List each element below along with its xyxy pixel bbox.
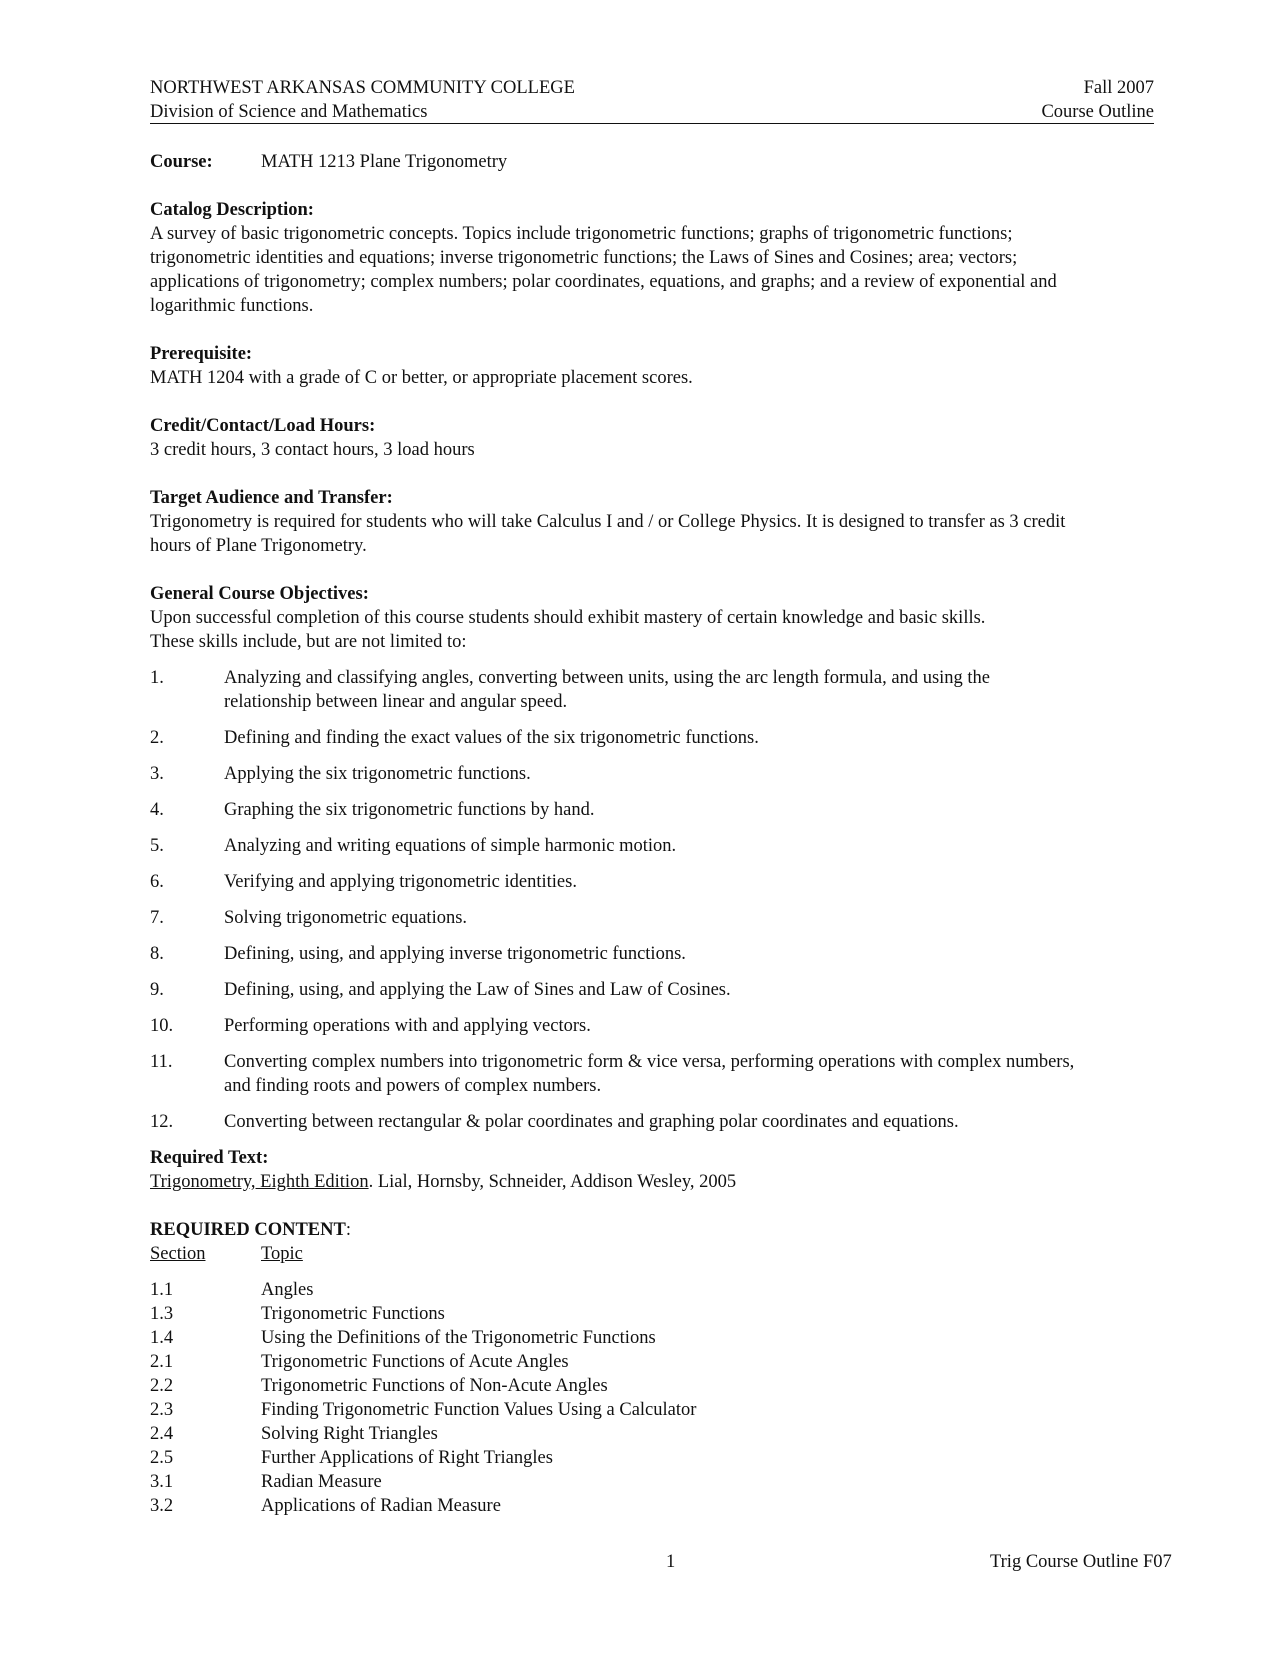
objective-text: relationship between linear and angular speed.	[224, 692, 568, 712]
objective-text: Performing operations with and applying vectors.	[224, 1016, 591, 1036]
topic: Radian Measure	[261, 1472, 382, 1492]
objective-text: and finding roots and powers of complex numbers.	[224, 1076, 602, 1096]
objective-text: Analyzing and writing equations of simple harmonic motion.	[224, 836, 677, 856]
objective-text: Applying the six trigonometric functions.	[224, 764, 531, 784]
catalog-section	[150, 198, 1190, 318]
topic: Further Applications of Right Triangles	[261, 1448, 553, 1468]
objectives-section	[150, 582, 1190, 654]
document-header-line-2	[150, 100, 1154, 124]
content-table-header	[150, 1242, 303, 1266]
section-number: 2.1	[150, 1352, 174, 1372]
section-number: 1.4	[150, 1328, 174, 1348]
audience-heading: Target Audience and Transfer:	[150, 488, 393, 508]
section-number: 2.3	[150, 1400, 174, 1420]
required-text-section	[150, 1146, 1190, 1194]
objective-number: 9.	[150, 980, 164, 1000]
prerequisite-section	[150, 342, 1190, 390]
objectives-intro-line: Upon successful completion of this course students should exhibit mastery of certain knowledge and basic skills.	[150, 608, 986, 628]
objective-text: Defining, using, and applying the Law of Sines and Law of Cosines.	[224, 980, 731, 1000]
objective-text: Graphing the six trigonometric functions by hand.	[224, 800, 595, 820]
section-number: 1.1	[150, 1280, 174, 1300]
division-name: Division of Science and Mathematics	[150, 102, 428, 122]
prerequisite-text: MATH 1204 with a grade of C or better, or appropriate placement scores.	[150, 368, 693, 388]
content-row	[150, 1350, 569, 1374]
prerequisite-heading: Prerequisite:	[150, 344, 253, 364]
section-number: 2.2	[150, 1376, 174, 1396]
course-row	[150, 150, 1190, 174]
objective-text: Defining, using, and applying inverse trigonometric functions.	[224, 944, 686, 964]
objective-number: 3.	[150, 764, 164, 784]
required-content-heading-row	[150, 1218, 1190, 1242]
document-header-line-1	[150, 76, 1154, 100]
catalog-line: logarithmic functions.	[150, 296, 314, 316]
objective-item	[150, 666, 1190, 714]
catalog-line: A survey of basic trigonometric concepts. Topics include trigonometric functions; graphs of trigonometric functions;	[150, 224, 1013, 244]
topic: Trigonometric Functions of Non-Acute Angles	[261, 1376, 608, 1396]
objectives-heading: General Course Objectives:	[150, 584, 369, 604]
section-number: 1.3	[150, 1304, 174, 1324]
topic: Finding Trigonometric Function Values Using a Calculator	[261, 1400, 697, 1420]
content-row	[150, 1302, 445, 1326]
college-name: NORTHWEST ARKANSAS COMMUNITY COLLEGE	[150, 78, 575, 98]
objective-item	[150, 942, 1190, 966]
topic: Applications of Radian Measure	[261, 1496, 501, 1516]
objective-text: Converting between rectangular & polar coordinates and graphing polar coordinates and equations.	[224, 1112, 959, 1132]
objectives-intro-line: These skills include, but are not limited to:	[150, 632, 467, 652]
objective-text: Analyzing and classifying angles, converting between units, using the arc length formula, and using the	[224, 668, 991, 688]
audience-line: Trigonometry is required for students who will take Calculus I and / or College Physics. It is designed to transfer as 3 credit	[150, 512, 1066, 532]
section-number: 2.5	[150, 1448, 174, 1468]
audience-section	[150, 486, 1190, 558]
objective-text: Verifying and applying trigonometric identities.	[224, 872, 577, 892]
content-row	[150, 1494, 501, 1518]
objective-item	[150, 870, 1190, 894]
catalog-heading: Catalog Description:	[150, 200, 314, 220]
column-header-topic: Topic	[261, 1244, 303, 1264]
objective-item	[150, 1050, 1190, 1098]
objective-text: Solving trigonometric equations.	[224, 908, 468, 928]
topic: Angles	[261, 1280, 314, 1300]
objective-item	[150, 906, 1190, 930]
objective-item	[150, 1014, 1190, 1038]
objective-number: 5.	[150, 836, 164, 856]
topic: Using the Definitions of the Trigonometric Functions	[261, 1328, 656, 1348]
required-text-heading: Required Text:	[150, 1148, 269, 1168]
term: Fall 2007	[1083, 78, 1154, 98]
book-title: Trigonometry, Eighth Edition	[150, 1172, 369, 1192]
hours-text: 3 credit hours, 3 contact hours, 3 load hours	[150, 440, 475, 460]
required-content-heading: REQUIRED CONTENT	[150, 1220, 346, 1240]
section-number: 3.2	[150, 1496, 174, 1516]
objective-number: 11.	[150, 1052, 173, 1072]
objective-number: 12.	[150, 1112, 174, 1132]
content-row	[150, 1374, 608, 1398]
content-row	[150, 1398, 696, 1422]
course-label: Course:	[150, 152, 213, 172]
required-content-colon: :	[345, 1220, 351, 1240]
content-row	[150, 1446, 553, 1470]
required-text-citation	[150, 1170, 1190, 1194]
objective-number: 2.	[150, 728, 164, 748]
objective-number: 10.	[150, 1016, 174, 1036]
content-row	[150, 1278, 313, 1302]
objective-item	[150, 1110, 1190, 1134]
objective-number: 4.	[150, 800, 164, 820]
objective-item	[150, 834, 1190, 858]
hours-heading: Credit/Contact/Load Hours:	[150, 416, 376, 436]
objective-item	[150, 726, 1190, 750]
topic: Trigonometric Functions of Acute Angles	[261, 1352, 569, 1372]
section-number: 2.4	[150, 1424, 174, 1444]
hours-section	[150, 414, 1190, 462]
audience-line: hours of Plane Trigonometry.	[150, 536, 367, 556]
objective-text: Converting complex numbers into trigonometric form & vice versa, performing operations with complex numbers,	[224, 1052, 1075, 1072]
objective-number: 8.	[150, 944, 164, 964]
content-row	[150, 1422, 438, 1446]
book-details: . Lial, Hornsby, Schneider, Addison Wesley, 2005	[368, 1172, 737, 1192]
document-type: Course Outline	[1041, 102, 1154, 122]
topic: Solving Right Triangles	[261, 1424, 438, 1444]
objective-item	[150, 798, 1190, 822]
objective-item	[150, 978, 1190, 1002]
topic: Trigonometric Functions	[261, 1304, 445, 1324]
objective-text: Defining and finding the exact values of the six trigonometric functions.	[224, 728, 759, 748]
footer-label: Trig Course Outline F07	[990, 1552, 1172, 1572]
content-row	[150, 1326, 656, 1350]
objective-number: 6.	[150, 872, 164, 892]
content-row	[150, 1470, 382, 1494]
course-value: MATH 1213 Plane Trigonometry	[261, 152, 508, 172]
catalog-line: trigonometric identities and equations; inverse trigonometric functions; the Laws of Sines and Cosines; area; vectors;	[150, 248, 1018, 268]
objective-item	[150, 762, 1190, 786]
objective-number: 7.	[150, 908, 164, 928]
objective-number: 1.	[150, 668, 164, 688]
column-header-section: Section	[150, 1244, 206, 1264]
catalog-line: applications of trigonometry; complex numbers; polar coordinates, equations, and graphs; and a review of exponential and	[150, 272, 1057, 292]
section-number: 3.1	[150, 1472, 174, 1492]
page-number: 1	[666, 1552, 676, 1572]
